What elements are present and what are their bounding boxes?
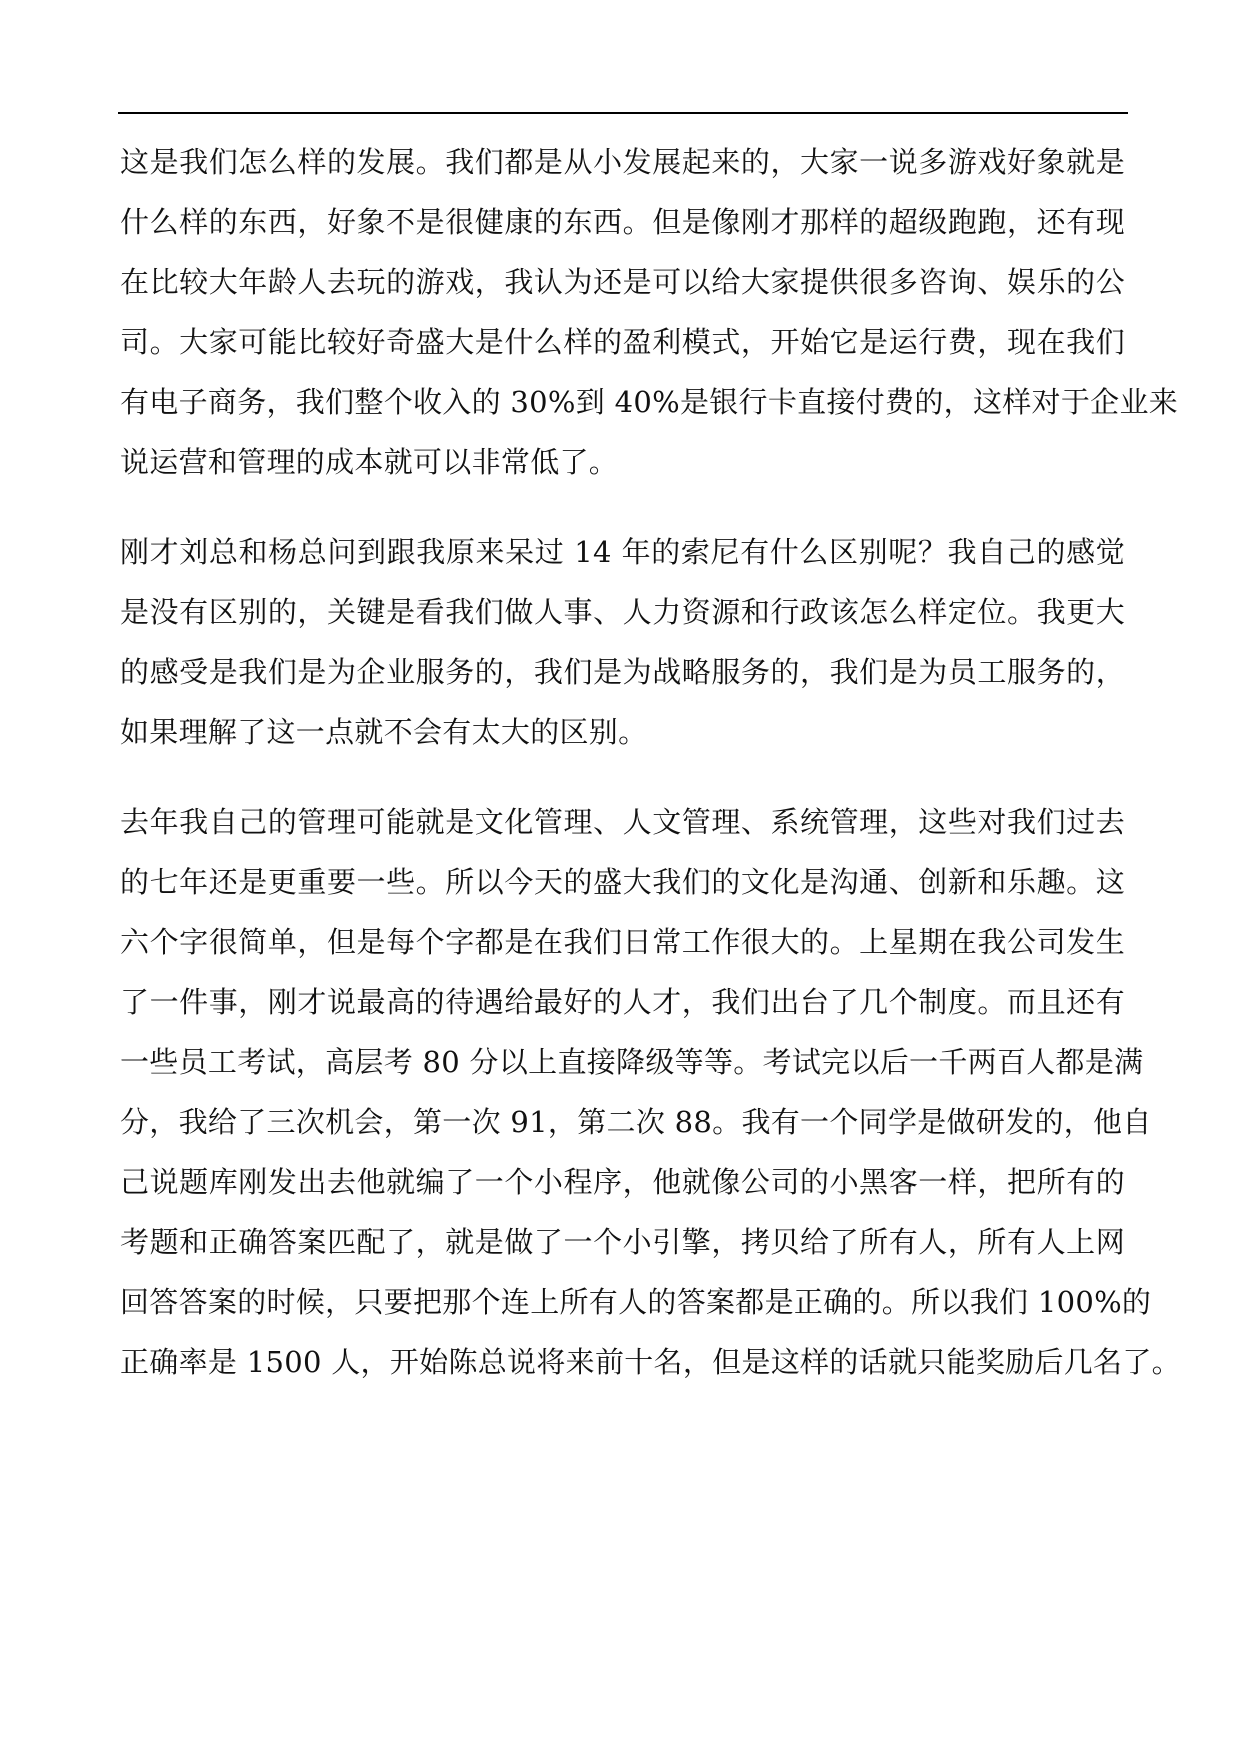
text-line: 的感受是我们是为企业服务的，我们是为战略服务的，我们是为员工服务的， xyxy=(120,655,1125,689)
text-line: 什么样的东西，好象不是很健康的东西。但是像刚才那样的超级跑跑，还有现 xyxy=(120,205,1125,239)
text-line: 司。大家可能比较好奇盛大是什么样的盈利模式，开始它是运行费，现在我们 xyxy=(120,325,1125,359)
text-line: 是没有区别的，关键是看我们做人事、人力资源和行政该怎么样定位。我更大 xyxy=(120,595,1125,629)
text-line: 了一件事，刚才说最高的待遇给最好的人才，我们出台了几个制度。而且还有 xyxy=(120,985,1125,1019)
paragraph-1 xyxy=(120,132,1179,492)
text-line: 刚才刘总和杨总问到跟我原来呆过 14 年的索尼有什么区别呢？我自己的感觉 xyxy=(120,535,1125,569)
text-line: 说运营和管理的成本就可以非常低了。 xyxy=(120,445,619,479)
text-line: 己说题库刚发出去他就编了一个小程序，他就像公司的小黑客一样，把所有的 xyxy=(120,1165,1125,1199)
text-line: 分，我给了三次机会，第一次 91，第二次 88。我有一个同学是做研发的，他自 xyxy=(120,1105,1152,1139)
text-line: 有电子商务，我们整个收入的 30%到 40%是银行卡直接付费的，这样对于企业来 xyxy=(120,385,1179,419)
text-line: 正确率是 1500 人，开始陈总说将来前十名，但是这样的话就只能奖励后几名了。 xyxy=(120,1345,1181,1379)
paragraph-3 xyxy=(120,792,1181,1392)
document-body xyxy=(120,132,1181,1422)
text-line: 去年我自己的管理可能就是文化管理、人文管理、系统管理，这些对我们过去 xyxy=(120,805,1125,839)
text-line: 这是我们怎么样的发展。我们都是从小发展起来的，大家一说多游戏好象就是 xyxy=(120,145,1125,179)
text-line: 的七年还是更重要一些。所以今天的盛大我们的文化是沟通、创新和乐趣。这 xyxy=(120,865,1125,899)
paragraph-2 xyxy=(120,522,1125,762)
text-line: 六个字很简单，但是每个字都是在我们日常工作很大的。上星期在我公司发生 xyxy=(120,925,1125,959)
text-line: 考题和正确答案匹配了，就是做了一个小引擎，拷贝给了所有人，所有人上网 xyxy=(120,1225,1125,1259)
text-line: 回答答案的时候，只要把那个连上所有人的答案都是正确的。所以我们 100%的 xyxy=(120,1285,1152,1319)
text-line: 一些员工考试，高层考 80 分以上直接降级等等。考试完以后一千两百人都是满 xyxy=(120,1045,1144,1079)
text-line: 在比较大年龄人去玩的游戏，我认为还是可以给大家提供很多咨询、娱乐的公 xyxy=(120,265,1125,299)
text-line: 如果理解了这一点就不会有太大的区别。 xyxy=(120,715,648,749)
header-rule xyxy=(118,112,1128,114)
